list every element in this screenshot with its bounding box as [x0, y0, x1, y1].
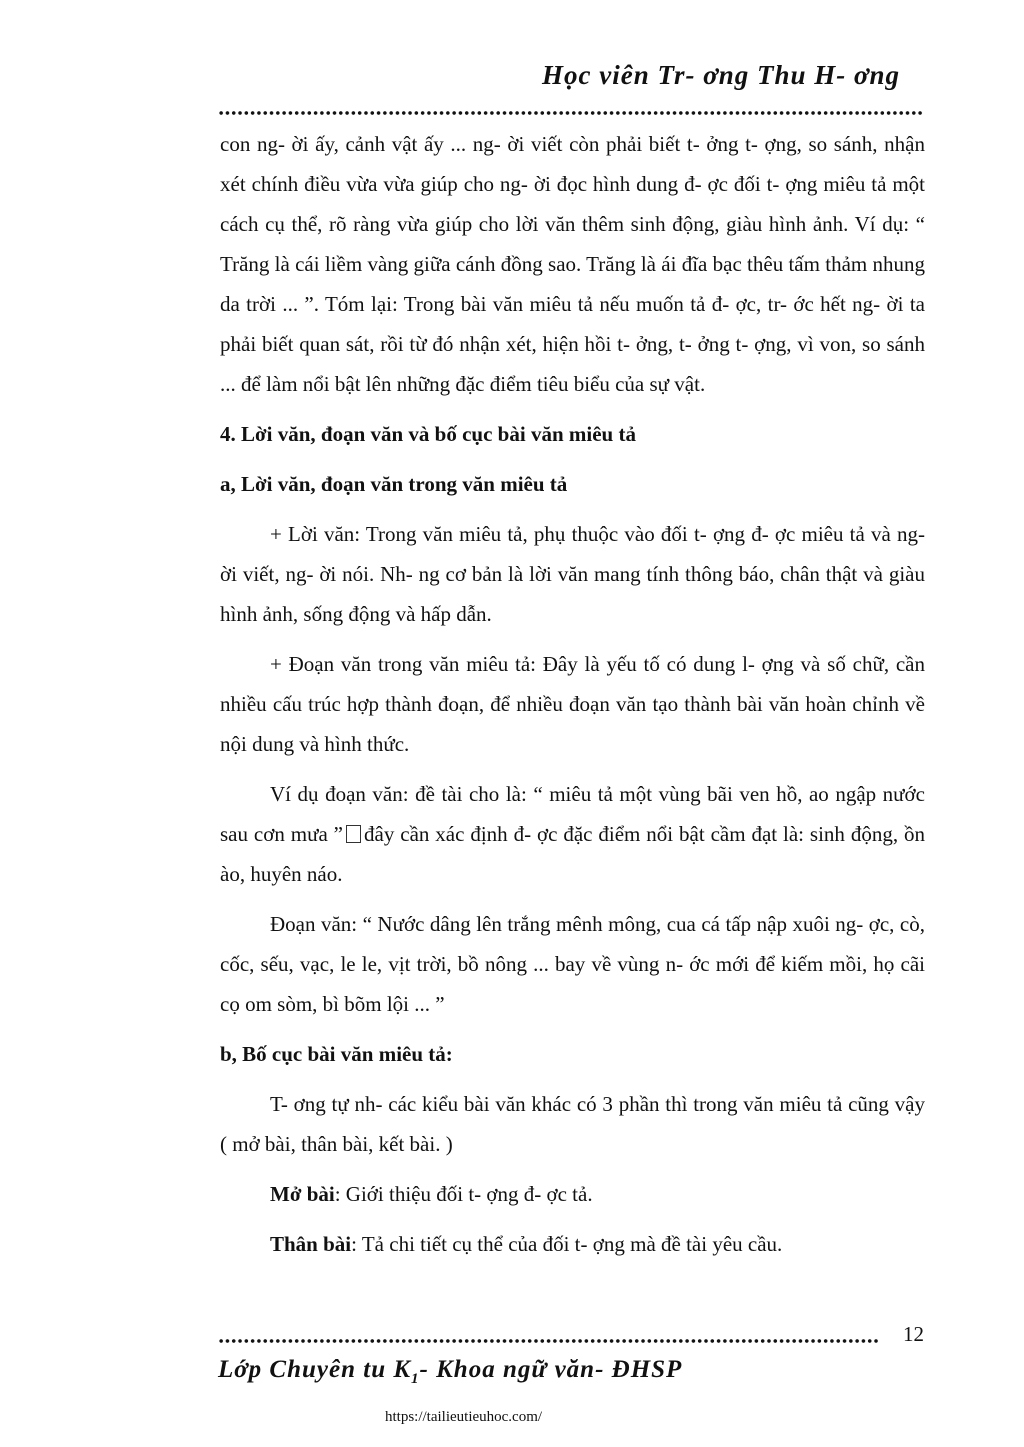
document-body	[220, 124, 925, 1274]
vi-du-text-1: Ví dụ đoạn văn: đề tài cho là: “ miêu tả một vùng bãi ven hồ, ao ngập nước sau cơn mưa ”	[220, 782, 925, 846]
mo-bai-text: : Giới thiệu đối t- ợng đ- ợc tả.	[334, 1182, 593, 1206]
paragraph-vi-du	[220, 774, 925, 894]
source-url[interactable]: https://tailieutieuhoc.com/	[385, 1409, 543, 1425]
header-title: Học viên Tr- ơng Thu H- ơng	[542, 60, 900, 90]
paragraph-bo-cuc: T- ơng tự nh- các kiểu bài văn khác có 3 phần thì trong văn miêu tả cũng vậy ( mở bài, thân bài, kết bài. )	[220, 1092, 925, 1156]
paragraph-doan-van: + Đoạn văn trong văn miêu tả: Đây là yếu tố có dung l- ợng và số chữ, cần nhiều cấu trúc hợp thành đoạn, để nhiều đoạn văn tạo thành bài văn hoàn chỉnh về nội dung và hình thức.	[220, 652, 925, 756]
subsection-heading-a: a, Lời văn, đoạn văn trong văn miêu tả	[220, 472, 568, 496]
paragraph-doan-van-example: Đoạn văn: “ Nước dâng lên trắng mênh mông, cua cá tấp nập xuôi ng- ợc, cò, cốc, sếu, vạc, le le, vịt trời, bồ nông ... bay về vùng n- ớc mới để kiếm mồi, họ cãi cọ om sòm, bì bõm lội ... ”	[220, 912, 925, 1016]
vi-du-text-2: đây cần xác định đ- ợc đặc điểm nổi bật cầm đạt là: sinh động, ồn ào, huyên náo.	[220, 822, 926, 886]
paragraph-loi-van: + Lời văn: Trong văn miêu tả, phụ thuộc vào đối t- ợng đ- ợc miêu tả và ng- ời viết, ng- ời nói. Nh- ng cơ bản là lời văn mang tính thông báo, chân thật và giàu hình ảnh, sống động và hấp dẫn.	[220, 522, 925, 626]
subsection-heading-b: b, Bố cục bài văn miêu tả:	[220, 1042, 453, 1066]
footer-title-main: Lớp Chuyên tu K	[218, 1356, 412, 1383]
paragraph-mo-bai	[220, 1174, 925, 1214]
than-bai-label: Thân bài	[270, 1232, 352, 1256]
footer-title	[218, 1356, 682, 1388]
header-dotted-divider	[218, 110, 924, 116]
placeholder-box-icon	[346, 825, 361, 843]
paragraph-1: con ng- ời ấy, cảnh vật ấy ... ng- ời viết còn phải biết t- ởng t- ợng, so sánh, nhận xét chính điều vừa vừa giúp cho ng- ời đọc hình dung đ- ợc đối t- ợng miêu tả một cách cụ thể, rõ ràng vừa giúp cho lời văn thêm sinh động, giàu hình ảnh. Ví dụ: “ Trăng là cái liềm vàng giữa cánh đồng sao. Trăng là ái đĩa bạc thêu tấm thảm nhung da trời ... ”. Tóm lại: Trong bài văn miêu tả nếu muốn tả đ- ợc, tr- ớc hết ng- ời ta phải biết quan sát, rồi từ đó nhận xét, hiện hồi t- ởng, t- ởng t- ợng, vì von, so sánh ... để làm nổi bật lên những đặc điểm tiêu biểu của sự vật.	[220, 132, 925, 396]
page-number: 12	[903, 1322, 924, 1346]
than-bai-text: : Tả chi tiết cụ thể của đối t- ợng mà đề tài yêu cầu.	[351, 1232, 783, 1256]
footer-title-rest: - Khoa ngữ văn- ĐHSP	[419, 1356, 683, 1383]
footer-dotted-divider	[218, 1338, 878, 1344]
paragraph-than-bai	[220, 1224, 925, 1264]
mo-bai-label: Mở bài	[270, 1182, 335, 1206]
footer-title-subscript: 1	[411, 1371, 420, 1387]
section-heading-4: 4. Lời văn, đoạn văn và bố cục bài văn miêu tả	[220, 422, 636, 446]
